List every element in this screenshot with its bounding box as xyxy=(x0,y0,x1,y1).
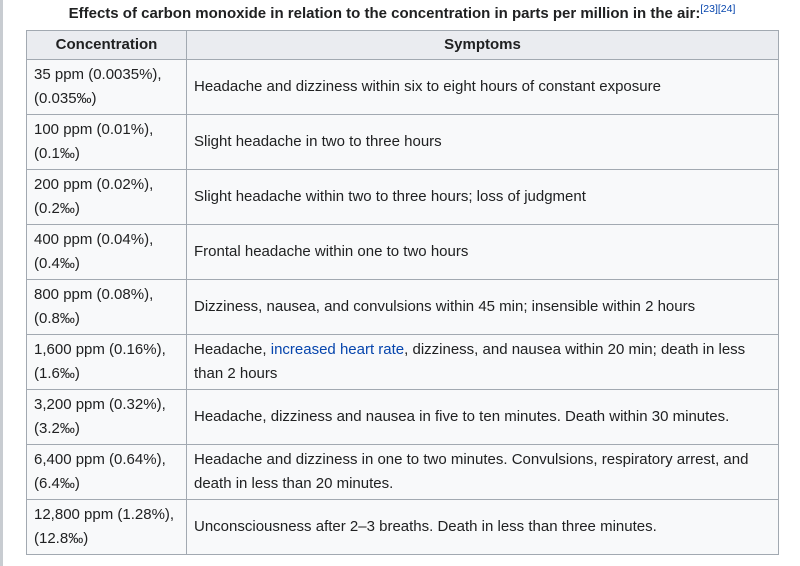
symptoms-cell: Headache, increased heart rate, dizziness, and nausea within 20 min; death in less than 2 hours xyxy=(187,335,779,390)
table-row xyxy=(27,170,779,225)
symptoms-cell: Frontal headache within one to two hours xyxy=(187,225,779,280)
concentration-cell: 400 ppm (0.04%), (0.4‰) xyxy=(27,225,187,280)
concentration-cell: 3,200 ppm (0.32%), (3.2‰) xyxy=(27,390,187,445)
table-row xyxy=(27,390,779,445)
header-concentration[interactable]: Concentration xyxy=(27,31,187,60)
symptoms-cell: Dizziness, nausea, and convulsions within 45 min; insensible within 2 hours xyxy=(187,280,779,335)
concentration-cell: 200 ppm (0.02%), (0.2‰) xyxy=(27,170,187,225)
table-row xyxy=(27,225,779,280)
symptoms-cell: Headache and dizziness within six to eight hours of constant exposure xyxy=(187,60,779,115)
content-left-border xyxy=(0,0,3,566)
co-effects-table xyxy=(26,30,779,555)
table-row xyxy=(27,335,779,390)
concentration-cell: 12,800 ppm (1.28%), (12.8‰) xyxy=(27,500,187,555)
citation-refs xyxy=(700,3,735,15)
table-caption xyxy=(26,4,778,24)
citation-ref-24[interactable]: [24] xyxy=(717,3,736,15)
concentration-cell: 100 ppm (0.01%), (0.1‰) xyxy=(27,115,187,170)
table-row xyxy=(27,445,779,500)
table-row xyxy=(27,280,779,335)
header-symptoms[interactable]: Symptoms xyxy=(187,31,779,60)
citation-ref-23[interactable]: [23] xyxy=(700,3,718,15)
table-row xyxy=(27,500,779,555)
concentration-cell: 35 ppm (0.0035%), (0.035‰) xyxy=(27,60,187,115)
symptoms-cell: Headache and dizziness in one to two minutes. Convulsions, respiratory arrest, and death in less than 20 minutes. xyxy=(187,445,779,500)
increased-heart-rate-link[interactable]: increased heart rate xyxy=(270,341,405,358)
symptoms-cell: Slight headache within two to three hours; loss of judgment xyxy=(187,170,779,225)
symptoms-cell: Unconsciousness after 2–3 breaths. Death in less than three minutes. xyxy=(187,500,779,555)
concentration-cell: 800 ppm (0.08%), (0.8‰) xyxy=(27,280,187,335)
concentration-cell: 6,400 ppm (0.64%), (6.4‰) xyxy=(27,445,187,500)
table-row xyxy=(27,115,779,170)
symptoms-cell: Slight headache in two to three hours xyxy=(187,115,779,170)
caption-text: Effects of carbon monoxide in relation to the concentration in parts per million in the air: xyxy=(68,5,701,22)
table-header-row xyxy=(27,31,779,60)
table-row xyxy=(27,60,779,115)
concentration-cell: 1,600 ppm (0.16%), (1.6‰) xyxy=(27,335,187,390)
symptoms-cell: Headache, dizziness and nausea in five to ten minutes. Death within 30 minutes. xyxy=(187,390,779,445)
